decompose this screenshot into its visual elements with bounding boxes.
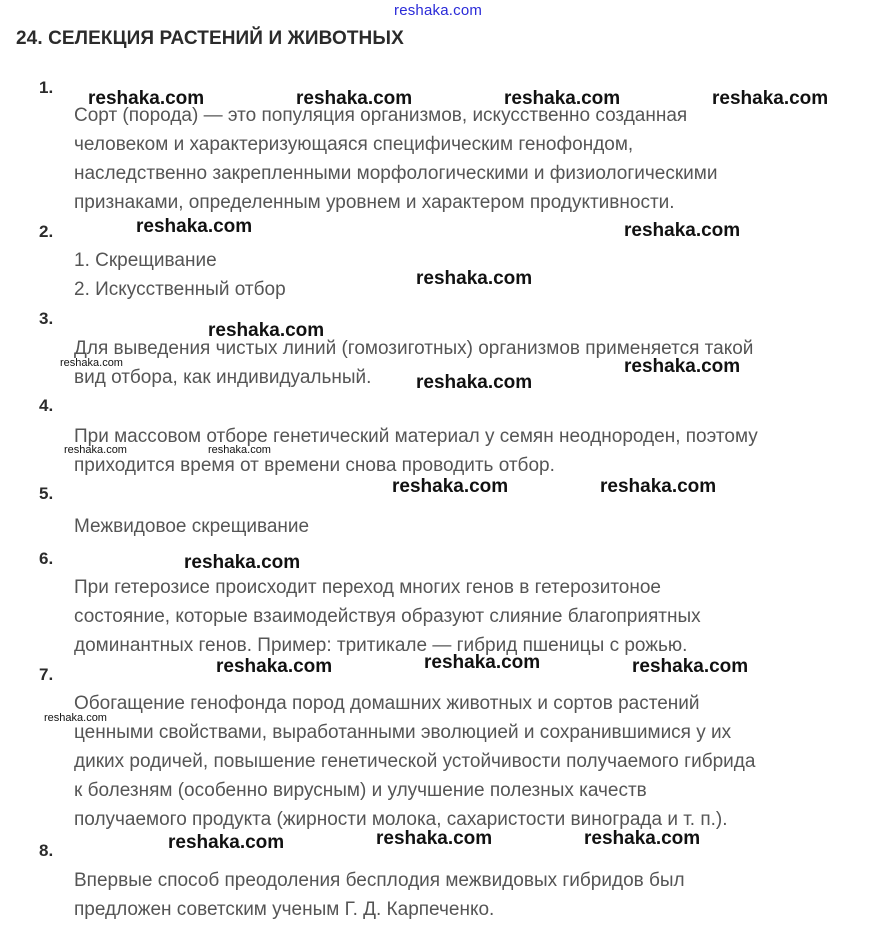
answer-text <box>74 101 874 217</box>
watermark: reshaka.com <box>600 476 717 497</box>
answer-text <box>74 512 874 541</box>
watermark: reshaka.com <box>624 220 741 241</box>
answer-text <box>74 866 874 924</box>
answer-line: вид отбора, как индивидуальный. <box>74 367 372 388</box>
answer-text <box>74 689 874 834</box>
answer-line: наследственно закрепленными морфологическими и физиологическими <box>74 163 718 184</box>
watermark: reshaka.com <box>632 656 749 677</box>
answer-number: 7. <box>39 665 54 684</box>
answer-number: 3. <box>39 309 54 328</box>
answer-text <box>74 422 874 480</box>
watermark: reshaka.com <box>424 652 541 673</box>
answer-line: человеком и характеризующаяся специфическим генофондом, <box>74 134 634 155</box>
answer-line: 2. Искусственный отбор <box>74 279 286 300</box>
watermark: reshaka.com <box>504 88 621 109</box>
answer-line: Обогащение генофонда пород домашних животных и сортов растений <box>74 693 700 714</box>
watermark: reshaka.com <box>136 216 253 237</box>
answer-number: 5. <box>39 484 54 503</box>
answer-line: Сорт (порода) — это популяция организмов, искусственно созданная <box>74 105 688 126</box>
watermark: reshaka.com <box>168 832 285 853</box>
answer-line: предложен советским ученым Г. Д. Карпеченко. <box>74 899 495 920</box>
answer-line: 1. Скрещивание <box>74 250 217 271</box>
answer-number: 4. <box>39 396 54 415</box>
answer-line: получаемого продукта (жирности молока, сахаристости винограда и т. п.). <box>74 809 728 830</box>
answer-line: состояние, которые взаимодействуя образуют слияние благоприятных <box>74 606 701 627</box>
answer-line: Межвидовое скрещивание <box>74 516 310 537</box>
page-title: 24. СЕЛЕКЦИЯ РАСТЕНИЙ И ЖИВОТНЫХ <box>16 28 404 49</box>
site-watermark-top: reshaka.com <box>394 2 483 19</box>
watermark: reshaka.com <box>296 88 413 109</box>
answer-line: Для выведения чистых линий (гомозиготных) организмов применяется такой <box>74 338 754 359</box>
watermark-small: reshaka.com <box>60 357 123 369</box>
answer-line: признаками, определенным уровнем и характером продуктивности. <box>74 192 675 213</box>
watermark-small: reshaka.com <box>64 444 127 456</box>
watermark: reshaka.com <box>416 268 533 289</box>
answer-line: ценными свойствами, выработанными эволюцией и сохранившимися у их <box>74 722 732 743</box>
answer-number: 2. <box>39 222 54 241</box>
answer-text <box>74 573 874 660</box>
watermark: reshaka.com <box>392 476 509 497</box>
watermark: reshaka.com <box>216 656 333 677</box>
answer-line: к болезням (особенно вирусным) и улучшение полезных качеств <box>74 780 647 801</box>
watermark: reshaka.com <box>88 88 205 109</box>
answer-number: 8. <box>39 841 54 860</box>
watermark: reshaka.com <box>624 356 741 377</box>
watermark: reshaka.com <box>376 828 493 849</box>
watermark: reshaka.com <box>184 552 301 573</box>
answer-number: 6. <box>39 549 54 568</box>
watermark-small: reshaka.com <box>208 444 271 456</box>
answer-number: 1. <box>39 78 54 97</box>
watermark: reshaka.com <box>584 828 701 849</box>
answer-line: При гетерозисе происходит переход многих генов в гетерозитоное <box>74 577 661 598</box>
watermark: reshaka.com <box>416 372 533 393</box>
answer-line: Впервые способ преодоления бесплодия межвидовых гибридов был <box>74 870 685 891</box>
answer-line: доминантных генов. Пример: тритикале — гибрид пшеницы с рожью. <box>74 635 688 656</box>
answer-line: При массовом отборе генетический материал у семян неоднороден, поэтому <box>74 426 758 447</box>
watermark: reshaka.com <box>712 88 829 109</box>
answer-line: приходится время от времени снова проводить отбор. <box>74 455 555 476</box>
watermark-small: reshaka.com <box>44 712 107 724</box>
watermark: reshaka.com <box>208 320 325 341</box>
answer-line: диких родичей, повышение генетической устойчивости получаемого гибрида <box>74 751 756 772</box>
